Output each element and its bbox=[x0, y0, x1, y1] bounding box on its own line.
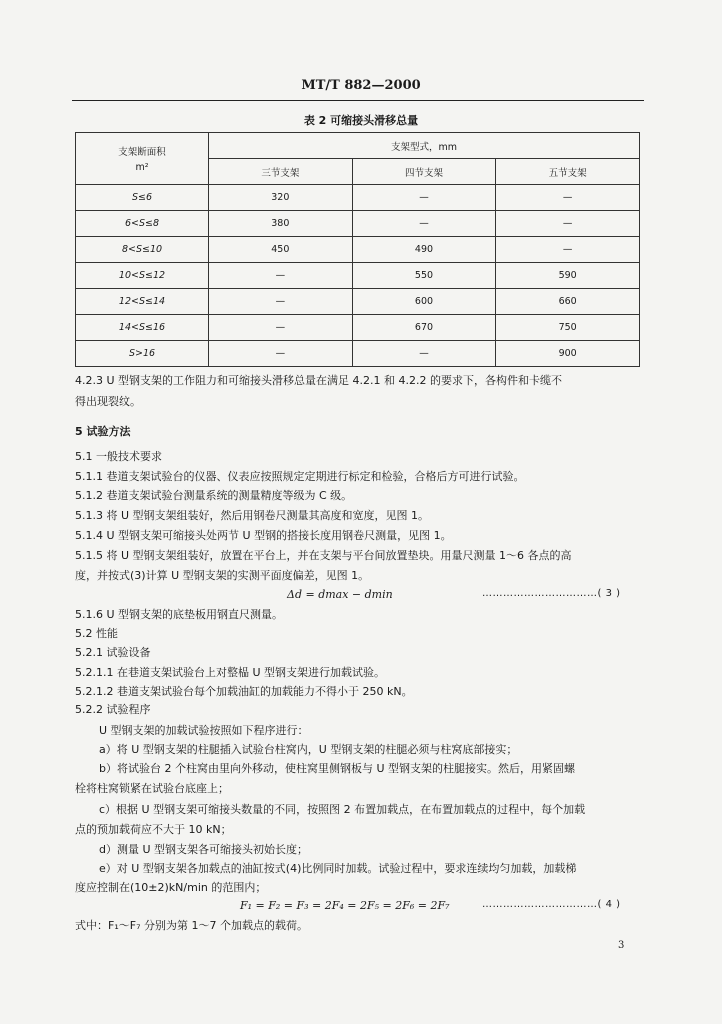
para-5-1-5: 5.1.5 将 U 型钢支架组装好，放置在平台上，并在支架与平台间放置垫块。用量尺测量 1～6 各点的高 bbox=[75, 549, 572, 562]
slip-value-cell: — bbox=[209, 289, 353, 315]
procedure-c: c）根据 U 型钢支架可缩接头数量的不同，按照图 2 布置加载点，在布置加载点的过程中，每个加载 bbox=[99, 803, 586, 816]
table-row bbox=[76, 315, 640, 341]
section-5-heading: 5 试验方法 bbox=[75, 425, 131, 438]
para-5-1-4: 5.1.4 U 型钢支架可缩接头处两节 U 型钢的搭接长度用钢卷尺测量，见图 1。 bbox=[75, 529, 452, 542]
sub-header: 三节支架 bbox=[209, 159, 353, 185]
slip-value-cell: 590 bbox=[496, 263, 640, 289]
slip-value-cell: 600 bbox=[352, 289, 496, 315]
para-5-2-1: 5.2.1 试验设备 bbox=[75, 646, 151, 659]
slip-value-cell: — bbox=[352, 185, 496, 211]
slip-value-cell: 750 bbox=[496, 315, 640, 341]
area-cell: 10<S≤12 bbox=[76, 263, 209, 289]
slip-value-cell: — bbox=[352, 341, 496, 367]
para-5-1-3: 5.1.3 将 U 型钢支架组装好，然后用钢卷尺测量其高度和宽度，见图 1。 bbox=[75, 509, 430, 522]
slip-value-cell: — bbox=[209, 263, 353, 289]
slip-value-cell: 660 bbox=[496, 289, 640, 315]
standard-number-header: MT/T 882—2000 bbox=[301, 78, 421, 93]
table-row bbox=[76, 185, 640, 211]
group-header: 支架型式，mm bbox=[209, 133, 640, 159]
col-header-area-label: 支架断面积 bbox=[118, 147, 166, 158]
para-5-2-1-1: 5.2.1.1 在巷道支架试验台上对整榀 U 型钢支架进行加载试验。 bbox=[75, 666, 386, 679]
para-5-1-5-cont: 度，并按式(3)计算 U 型钢支架的实测平面度偏差，见图 1。 bbox=[75, 569, 370, 582]
para-5-1-2: 5.1.2 巷道支架试验台测量系统的测量精度等级为 C 级。 bbox=[75, 489, 353, 502]
area-cell: 14<S≤16 bbox=[76, 315, 209, 341]
area-cell: 6<S≤8 bbox=[76, 211, 209, 237]
slip-value-cell: — bbox=[352, 211, 496, 237]
slip-value-cell: 900 bbox=[496, 341, 640, 367]
formula-4-where: 式中：F₁～F₇ 分别为第 1～7 个加载点的载荷。 bbox=[75, 919, 308, 932]
page-number: 3 bbox=[618, 940, 625, 951]
slip-value-cell: 670 bbox=[352, 315, 496, 341]
section-5-1-heading: 5.1 一般技术要求 bbox=[75, 450, 162, 463]
area-cell: 12<S≤14 bbox=[76, 289, 209, 315]
slip-value-cell: 320 bbox=[209, 185, 353, 211]
sub-header: 四节支架 bbox=[352, 159, 496, 185]
area-cell: S>16 bbox=[76, 341, 209, 367]
col-header-area bbox=[76, 133, 209, 185]
procedure-b: b）将试验台 2 个柱窝由里向外移动，使柱窝里侧钢板与 U 型钢支架的柱腿接实。然后，用紧固螺 bbox=[99, 762, 576, 775]
procedure-intro: U 型钢支架的加载试验按照如下程序进行： bbox=[99, 724, 309, 737]
table-row bbox=[76, 211, 640, 237]
slip-value-cell: — bbox=[209, 315, 353, 341]
sub-header: 五节支架 bbox=[496, 159, 640, 185]
formula-4: F₁ = F₂ = F₃ = 2F₄ = 2F₅ = 2F₆ = 2F₇ bbox=[240, 899, 450, 912]
slip-value-cell: 550 bbox=[352, 263, 496, 289]
procedure-e: e）对 U 型钢支架各加载点的油缸按式(4)比例同时加载。试验过程中，要求连续均匀加载，加载梯 bbox=[99, 862, 577, 875]
table-row bbox=[76, 263, 640, 289]
header-rule bbox=[72, 100, 644, 101]
para-4-2-3-cont: 得出现裂纹。 bbox=[75, 395, 141, 408]
procedure-a: a）将 U 型钢支架的柱腿插入试验台柱窝内，U 型钢支架的柱腿必须与柱窝底部接实； bbox=[99, 743, 518, 756]
slip-amount-table bbox=[75, 132, 640, 367]
slip-value-cell: — bbox=[496, 211, 640, 237]
formula-3: Δd = dmax − dmin bbox=[287, 588, 393, 601]
table-row bbox=[76, 237, 640, 263]
table-caption: 表 2 可缩接头滑移总量 bbox=[303, 114, 419, 127]
area-cell: S≤6 bbox=[76, 185, 209, 211]
procedure-d: d）测量 U 型钢支架各可缩接头初始长度； bbox=[99, 843, 309, 856]
section-5-2-heading: 5.2 性能 bbox=[75, 627, 118, 640]
para-5-1-1: 5.1.1 巷道支架试验台的仪器、仪表应按照规定定期进行标定和检验，合格后方可进行试验。 bbox=[75, 470, 525, 483]
slip-value-cell: — bbox=[496, 237, 640, 263]
col-header-area-unit: m² bbox=[135, 162, 149, 173]
table-row bbox=[76, 289, 640, 315]
procedure-b-cont: 栓将柱窝锁紧在试验台底座上； bbox=[75, 782, 229, 795]
procedure-e-cont: 度应控制在(10±2)kN/min 的范围内； bbox=[75, 881, 267, 894]
slip-value-cell: 380 bbox=[209, 211, 353, 237]
para-5-2-1-2: 5.2.1.2 巷道支架试验台每个加载油缸的加载能力不得小于 250 kN。 bbox=[75, 685, 413, 698]
para-5-1-6: 5.1.6 U 型钢支架的底垫板用钢直尺测量。 bbox=[75, 608, 284, 621]
slip-value-cell: 450 bbox=[209, 237, 353, 263]
table-row bbox=[76, 341, 640, 367]
formula-4-number: ……………………………( 4 ) bbox=[482, 899, 621, 910]
para-5-2-2: 5.2.2 试验程序 bbox=[75, 703, 151, 716]
slip-value-cell: — bbox=[209, 341, 353, 367]
area-cell: 8<S≤10 bbox=[76, 237, 209, 263]
slip-value-cell: 490 bbox=[352, 237, 496, 263]
formula-3-number: ……………………………( 3 ) bbox=[482, 588, 621, 599]
para-4-2-3: 4.2.3 U 型钢支架的工作阻力和可缩接头滑移总量在满足 4.2.1 和 4.2.2 的要求下，各构件和卡缆不 bbox=[75, 374, 562, 387]
slip-value-cell: — bbox=[496, 185, 640, 211]
procedure-c-cont: 点的预加载荷应不大于 10 kN； bbox=[75, 823, 232, 836]
